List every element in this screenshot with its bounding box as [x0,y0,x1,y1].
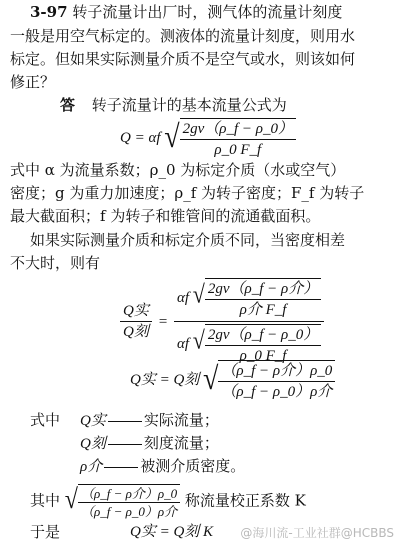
question-text-1: 转子流量计出厂时，测气体的流量计刻度 [72,3,343,21]
k-definition-line: 其中 √ $\frac{\text{（ρ\_f − ρ介）ρ\_0}}{\text{（ρ\_f − ρ\_0）ρ介}}$ 称流量校正系数 K [30,484,306,519]
question-number: 3-97 [30,3,68,21]
answer-intro: 转子流量计的基本流量公式为 [91,96,287,114]
eq3-denominator: （ρ_f − ρ_0）ρ介 [221,384,333,401]
def-meaning: 实际流量； [143,411,219,429]
where-line-1: 式中 α 为流量系数；ρ_0 为标定介质（水或空气） [10,161,346,179]
ratio-rhs: αf √ $\frac{\text{2gv（ρ\_f − ρ介）}}{\text{ρ介 F\_f}}$ αf √ $\frac{2gv(\rho\_f - \rho\_0)}{\rho\_0 F\_f}$ [174,278,324,365]
question-line-4: 修正？ [10,73,56,91]
def-symbol: Q刻 [80,436,106,452]
eq1-numerator: 2gv（ρ_f − ρ_0） [180,120,296,140]
where-line-3: 最大截面积；f 为转子和锥管间的流通截面积。 [10,207,321,225]
eq1-lhs: Q = αf [120,130,161,146]
ratio-lhs-num: Q实 [120,302,152,322]
definition-row [80,456,245,477]
equation-corrected-flow: Q实 = Q刻 √ $\frac{\text{（ρ\_f − ρ介）ρ\_0}}{\text{（ρ\_f − ρ\_0）ρ介}}$ [130,360,335,401]
eq3-numerator: （ρ_f − ρ介）ρ_0 [218,362,335,382]
final-equation: Q实 = Q刻 K [130,524,214,540]
definition-row [80,433,219,454]
eq3-lhs: Q实 = Q刻 [130,372,200,388]
answer-label: 答 [60,96,76,114]
k-prefix: 其中 [30,491,61,510]
ratio-lhs-den: Q刻 [123,324,149,340]
k-numerator: （ρ_f − ρ介）ρ_0 [78,486,180,503]
def-meaning: 被测介质密度。 [140,457,246,475]
watermark: @海川流-工业社群@HCBBS [240,526,394,540]
k-denominator: （ρ_f − ρ_0）ρ介 [80,504,178,519]
ratio-bot-den: ρ_0 F_f [239,348,287,364]
final-prefix: 于是 [30,523,61,541]
k-suffix: 称流量校正系数 K [184,491,306,510]
question-line-1 [30,2,342,22]
question-line-3: 标定。但如果实际测量介质不是空气或水，则该如何 [10,50,356,68]
eq1-denominator: ρ_0 F_f [214,142,262,159]
eq1-sqrt: √ $\frac{2gv(\rho\_f - \rho\_0)}{\rho\_0 F\_f}$ [164,118,296,159]
ratio-bot-num: 2gv（ρ_f − ρ_0） [205,326,321,346]
definitions-title: 式中 [30,411,61,429]
eq1-fraction [180,120,296,159]
question-line-2: 一般是用空气标定的。测液体的流量计刻度，则用水 [10,27,356,45]
equation-ratio: $\frac{\text{Q实}}{\text{Q刻}}$ = αf √ $\frac{\text{2gv（ρ\_f − ρ介）}}{\text{ρ介 F\_f}}$ αf √ $\frac{2gv(\rho\_f - \rho\_0)}{\rho\_0 F\_f}$ [120,278,324,365]
equation-flow-formula [120,118,296,159]
def-meaning: 刻度流量； [143,434,219,452]
definition-row [80,410,219,431]
def-symbol: ρ介 [80,459,103,475]
condition-line-1: 如果实际测量介质和标定介质不同，当密度相差 [30,231,346,249]
answer-intro-line [60,95,287,115]
ratio-top-af: αf [176,289,190,306]
ratio-top-num: 2gv（ρ_f − ρ介） [205,280,321,300]
ratio-lhs [120,302,152,341]
where-line-2: 密度；g 为重力加速度；ρ_f 为转子密度；F_f 为转子 [10,184,365,202]
condition-line-2: 不大时，则有 [10,254,101,272]
ratio-bot-af: αf [176,335,190,352]
def-symbol: Q实 [80,413,106,429]
ratio-top-den: ρ介 F_f [239,302,287,318]
